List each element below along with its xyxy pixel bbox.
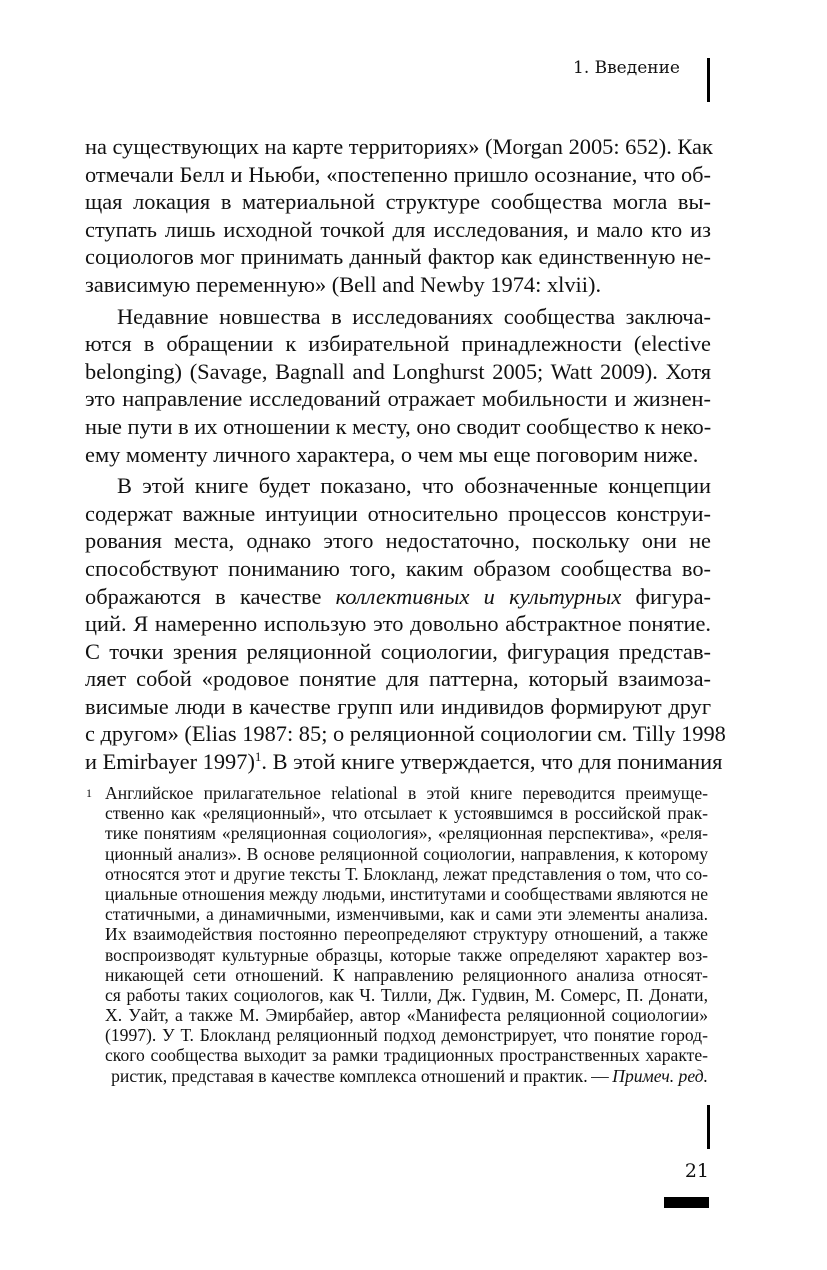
footnote-line: никающей сети отношений. К направлению реляционного анализа относят- xyxy=(105,964,708,985)
page-number-rule xyxy=(664,1197,709,1208)
footnote-body xyxy=(105,783,708,1086)
running-head: 1. Введение xyxy=(573,58,680,78)
text-line: висимые люди в качестве групп или индивидов формируют друг xyxy=(85,693,711,719)
header-vertical-rule xyxy=(707,58,710,102)
footnote-line: ственно как «реляционный», что отсылает к устоявшимся в российской прак- xyxy=(105,803,708,824)
paragraph-2 xyxy=(85,303,711,469)
footnote-mark: 1 xyxy=(86,786,92,800)
text-segment: . В этой книге утверждается, что для понимания xyxy=(261,749,723,775)
footnote-reference[interactable]: 1 xyxy=(254,749,262,765)
text-line: на существующих на карте территориях» (Morgan 2005: 652). Как xyxy=(85,134,713,159)
text-line: ступать лишь исходной точкой для исследования, и мало кто из xyxy=(85,216,711,242)
text-line: с другом» (Elias 1987: 85; о реляционной социологии см. Tilly 1998 xyxy=(85,721,726,747)
footnote-line: Английское прилагательное relational в этой книге переводится преимуще- xyxy=(105,783,708,803)
text-line: ляет собой «родовое понятие для паттерна, который взаимоза- xyxy=(85,666,711,692)
footnote-line: ся работы таких социологов, как Ч. Тилли, Дж. Гудвин, М. Сомерс, П. Донати, xyxy=(105,984,708,1005)
text-line: ются в обращении к избирательной принадлежности (elective xyxy=(85,331,711,357)
footnote-line: Х. Уайт, а также М. Эмирбайер, автор «Манифеста реляционной социологии» xyxy=(105,1005,708,1026)
footnote-line: тике понятиям «реляционная социология», «реляционная перспектива», «реля- xyxy=(105,823,708,844)
text-line: способствуют пониманию того, каким образом сообщества во- xyxy=(85,555,711,581)
footnote-line: (1997). У Т. Блокланд реляционный подход демонстрирует, что понятие город- xyxy=(105,1025,708,1046)
text-line-with-footnote-ref xyxy=(85,748,723,776)
footnote-line xyxy=(105,1066,708,1086)
paragraph-1 xyxy=(85,133,711,299)
text-line: социологов мог принимать данный фактор как единственную не- xyxy=(85,244,711,270)
text-line: содержат важные интуиции относительно процессов конструи- xyxy=(85,500,711,526)
text-line: С точки зрения реляционной социологии, фигурация представ- xyxy=(85,638,711,664)
footnote-line: Их взаимодействия постоянно переопределяют структуру отношений, а также xyxy=(105,924,708,945)
footnote-line: циальные отношения между людьми, институтами и сообществами являются не xyxy=(105,883,709,904)
text-line: Недавние новшества в исследованиях сообщества заключа- xyxy=(117,303,711,329)
text-segment: фигура- xyxy=(621,583,711,609)
text-line: ные пути в их отношении к месту, оно сводит сообщество к неко- xyxy=(85,413,712,439)
footnote-line: относятся этот и другие тексты Т. Блокланд, лежат представления о том, что со- xyxy=(105,863,708,884)
text-line: ему моменту личного характера, о чем мы еще поговорим ниже. xyxy=(85,441,699,467)
footer-vertical-rule xyxy=(707,1105,710,1149)
footnote-line: статичными, а динамичными, изменчивыми, как и сами эти элементы анализа. xyxy=(105,904,708,925)
text-line: зависимую переменную» (Bell and Newby 1974: xlvii). xyxy=(85,271,602,297)
text-line: щая локация в материальной структуре сообщества могла вы- xyxy=(85,189,711,215)
italic-emphasis: коллективных и культурных xyxy=(335,583,622,609)
text-segment: и Emirbayer 1997) xyxy=(85,749,255,775)
text-line: belonging) (Savage, Bagnall and Longhurst 2005; Watt 2009). Хотя xyxy=(85,358,711,384)
text-line: В этой книге будет показано, что обозначенные концепции xyxy=(117,473,711,499)
footnote-line: ционный анализ». В основе реляционной социологии, направления, к которому xyxy=(105,843,708,864)
text-segment: ображаются в качестве xyxy=(85,583,336,609)
text-segment: ристик, представая в качестве комплекса отношений и практик. — xyxy=(111,1065,613,1086)
text-line: ций. Я намеренно использую это довольно абстрактное понятие. xyxy=(85,611,711,637)
editor-note: Примеч. ред. xyxy=(612,1065,708,1086)
text-line-with-italic xyxy=(85,583,711,611)
text-line: это направление исследований отражает мобильности и жизнен- xyxy=(85,386,711,412)
text-line: отмечали Белл и Ньюби, «постепенно пришло осознание, что об- xyxy=(85,161,711,187)
body-text xyxy=(85,133,726,776)
page-number: 21 xyxy=(684,1160,709,1182)
footnote-line: воспроизводят культурные образцы, которые также определяют характер воз- xyxy=(105,944,708,965)
paragraph-3 xyxy=(85,472,726,776)
text-line: рования места, однако этого недостаточно, поскольку они не xyxy=(85,528,711,554)
footnote-line: ского сообщества выходит за рамки традиционных пространственных характе- xyxy=(105,1045,708,1066)
